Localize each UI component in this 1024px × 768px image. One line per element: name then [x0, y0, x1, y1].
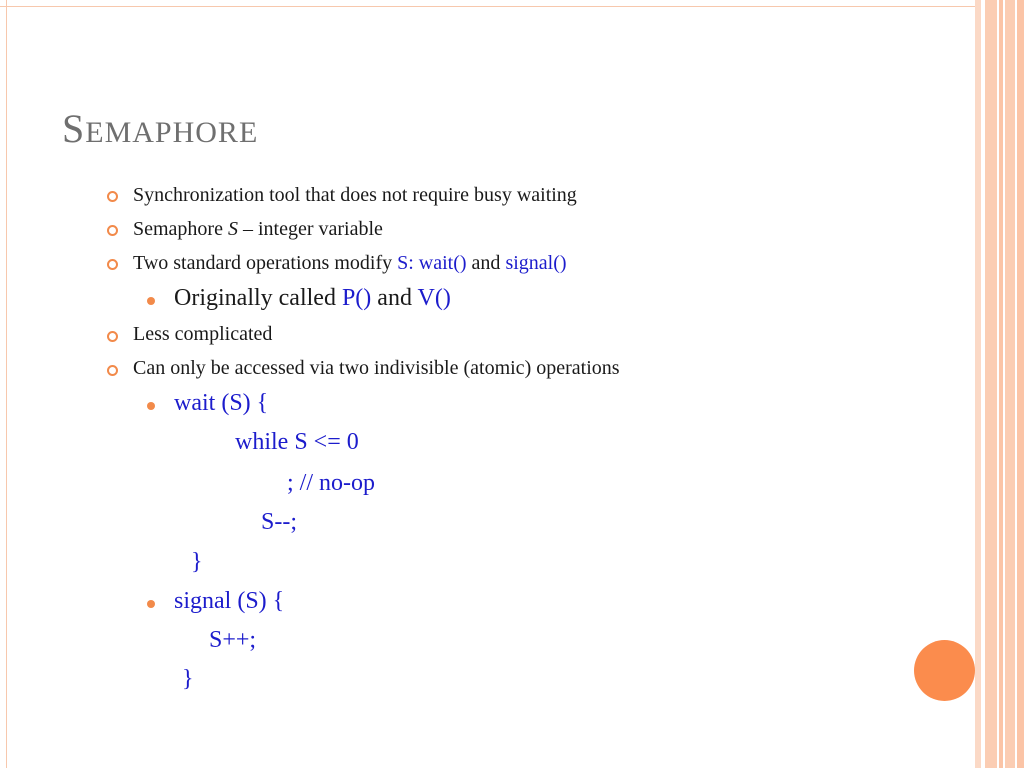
code-line: S++; — [209, 627, 257, 653]
bullet-text-blue: P() — [341, 285, 372, 311]
bullet-text: Semaphore — [133, 218, 228, 240]
bullet-text-blue: V() — [417, 285, 451, 311]
sub-bullet-item — [174, 285, 451, 312]
code-line: } — [191, 549, 203, 575]
bullet-ring-icon — [107, 331, 118, 342]
bullet-dot-icon — [147, 600, 155, 608]
decor-stripe — [1005, 0, 1015, 768]
bullet-ring-icon — [107, 225, 118, 236]
bullet-text: Less complicated — [133, 323, 273, 345]
bullet-text: Originally called — [174, 285, 342, 311]
bullet-item — [133, 184, 577, 207]
bullet-text: Two standard operations modify — [133, 252, 398, 274]
slide-border-left — [6, 0, 7, 768]
bullet-dot-icon — [147, 402, 155, 410]
bullet-ring-icon — [107, 365, 118, 376]
bullet-ring-icon — [107, 191, 118, 202]
bullet-item — [133, 218, 383, 241]
code-line: ; // no-op — [287, 470, 375, 496]
decor-circle — [914, 640, 975, 701]
title-first-letter: S — [62, 106, 86, 151]
bullet-text: Can only be accessed via two indivisible (atomic) operations — [133, 357, 620, 379]
slide-title — [62, 105, 258, 152]
code-line: wait (S) { — [174, 390, 269, 416]
code-line: signal (S) { — [174, 588, 285, 614]
bullet-text-em: S — [227, 218, 238, 240]
decor-stripe — [985, 0, 997, 768]
bullet-item — [133, 252, 567, 275]
bullet-ring-icon — [107, 259, 118, 270]
slide-border-top — [0, 6, 1024, 7]
bullet-item — [133, 357, 620, 380]
bullet-text: and — [466, 252, 506, 274]
bullet-text-blue: signal() — [505, 252, 567, 274]
code-line: } — [182, 666, 194, 692]
bullet-text-blue: S: wait() — [397, 252, 467, 274]
code-line: S--; — [261, 509, 297, 535]
bullet-text: Synchronization tool that does not require busy waiting — [133, 184, 577, 206]
code-line: while S <= 0 — [235, 429, 359, 455]
title-rest: EMAPHORE — [85, 116, 259, 149]
decor-stripe — [1017, 0, 1024, 768]
bullet-item — [133, 323, 272, 346]
bullet-text: and — [371, 285, 418, 311]
bullet-text: – integer variable — [237, 218, 383, 240]
bullet-dot-icon — [147, 297, 155, 305]
